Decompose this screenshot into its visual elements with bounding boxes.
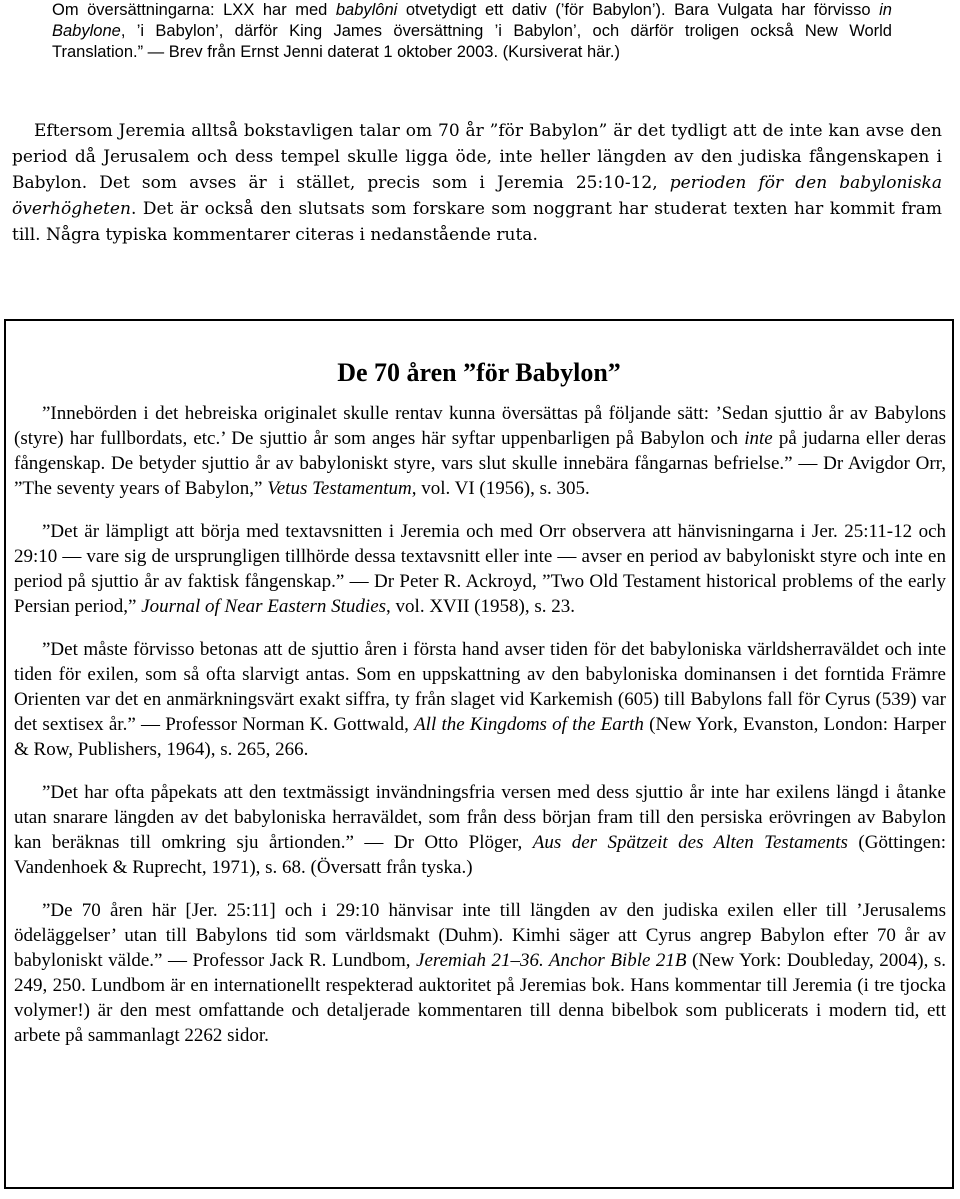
quote-citation: (New York: Doubleday, 2004), s. 249, 250. Lundbom är en internationellt respekterad auktoritet på Jeremias bok. Hans kommentar till Jeremia (i tre tjocka volymer!) är den mest omfattande och detaljerade kommentaren till denna bibelbok som publicerats i modern tid, ett arbete på sammanlagt 2262 sidor.	[14, 950, 946, 1046]
quote-ploger	[14, 780, 946, 880]
quote-italic-word: inte	[744, 428, 773, 449]
quote-text: ”Innebörden i det hebreiska originalet skulle rentav kunna översättas på följande sätt: ’Sedan sjuttio år av Babylons (styre) har fullbordats, etc.’ De sjuttio år som anges här syftar uppenbarligen på Babylon och	[14, 403, 946, 449]
quote-lundbom	[14, 898, 946, 1048]
box-title: De 70 åren ”för Babylon”	[337, 358, 621, 387]
quote-text: ”Det har ofta påpekats att den textmässigt invändningsfria versen med dess sjuttio år inte har exilens längd i åtanke utan snarare längden av det babyloniska herraväldet, som från dess början fram till den persiska erövringen av Babylon kan beräknas till omkring sju årtionden.” — Dr Otto Plöger,	[14, 782, 946, 853]
footnote-part: Om översättningarna: LXX har med	[52, 1, 336, 19]
intro-italic-phrase: perioden för den babyloniska överhögheten	[12, 173, 942, 219]
quote-list	[14, 401, 946, 1066]
intro-part: Eftersom Jeremia alltså bokstavligen talar om 70 år ”för Babylon” är det tydligt att de inte kan avse den period då Jerusalem och dess tempel skulle ligga öde, inte heller längden av den judiska fångenskapen i Babylon. Det som avses är i stället, precis som i Jeremia 25:10-12,	[12, 121, 942, 193]
quote-citation: , vol. VI (1956), s. 305.	[411, 478, 590, 499]
quote-source-title: Journal of Near Eastern Studies	[141, 596, 387, 617]
footnote-text	[52, 0, 892, 63]
quote-source-title: Aus der Spätzeit des Alten Testaments	[532, 832, 848, 853]
quote-text: på judarna eller deras fångenskap. De betyder sjuttio år av babyloniskt styre, vars slut skulle innebära fångarnas befrielse.” — Dr Avigdor Orr, ”The seventy years of Babylon,”	[14, 428, 947, 499]
quote-source-title: Vetus Testamentum	[267, 478, 412, 499]
intro-paragraph	[12, 118, 942, 248]
quote-text: ”Det måste förvisso betonas att de sjuttio åren i första hand avser tiden för det babyloniska världsherraväldet och inte tiden för exilen, som så ofta slarvigt antas. Som en uppskattning av den babyloniska dominansen i det forntida Främre Orienten var det en anmärkningsvärt exakt siffra, ty från slaget vid Karkemish (605) till Babylons fall för Cyrus (539) var det sextisex år.” — Professor Norman K. Gottwald,	[14, 639, 946, 735]
footnote-part: , ’i Babylon’, därför King James översättning ’i Babylon’, och därför troligen också New World Translation.” — Brev från Ernst Jenni daterat 1 oktober 2003. (Kursiverat här.)	[52, 22, 892, 61]
quote-box	[4, 319, 954, 1189]
quote-text: ”Det är lämpligt att börja med textavsnitten i Jeremia och med Orr observera att hänvisningarna i Jer. 25:11-12 och 29:10 — vare sig de ursprungligen tillhörde dessa textavsnitt eller inte — avser en period av babyloniskt styre och inte en period på sjuttio år av faktisk fångenskap.” — Dr Peter R. Ackroyd, ”Two Old Testament historical problems of the early Persian period,”	[14, 521, 946, 617]
quote-orr	[14, 401, 946, 501]
footnote-italic-term: babylôni	[335, 1, 398, 19]
quote-ackroyd	[14, 519, 946, 619]
quote-citation: , vol. XVII (1958), s. 23.	[386, 596, 575, 617]
quote-citation: (New York, Evanston, London: Harper & Row, Publishers, 1964), s. 265, 266.	[14, 714, 946, 760]
quote-text: ”De 70 åren här [Jer. 25:11] och i 29:10 hänvisar inte till längden av den judiska exilen eller till ’Jerusalems ödeläggelser’ utan till Babylons tid som världsmakt (Duhm). Kimhi säger att Cyrus angrep Babylon efter 70 år av babyloniskt välde.” — Professor Jack R. Lundbom,	[14, 900, 946, 971]
intro-part: . Det är också den slutsats som forskare som noggrant har studerat texten har kommit fram till. Några typiska kommentarer citeras i nedanstående ruta.	[12, 199, 942, 245]
quote-source-title: Jeremiah 21–36. Anchor Bible 21B	[416, 950, 687, 971]
quote-citation: (Göttingen: Vandenhoek & Ruprecht, 1971), s. 68. (Översatt från tyska.)	[14, 832, 947, 878]
quote-gottwald	[14, 637, 946, 762]
quote-source-title: All the Kingdoms of the Earth	[414, 714, 644, 735]
intro-text	[12, 118, 942, 248]
footnote-part: otvetydigt ett dativ (’för Babylon’). Bara Vulgata har förvisso	[397, 1, 880, 19]
footnote-italic-term: in Babylone	[52, 1, 892, 40]
